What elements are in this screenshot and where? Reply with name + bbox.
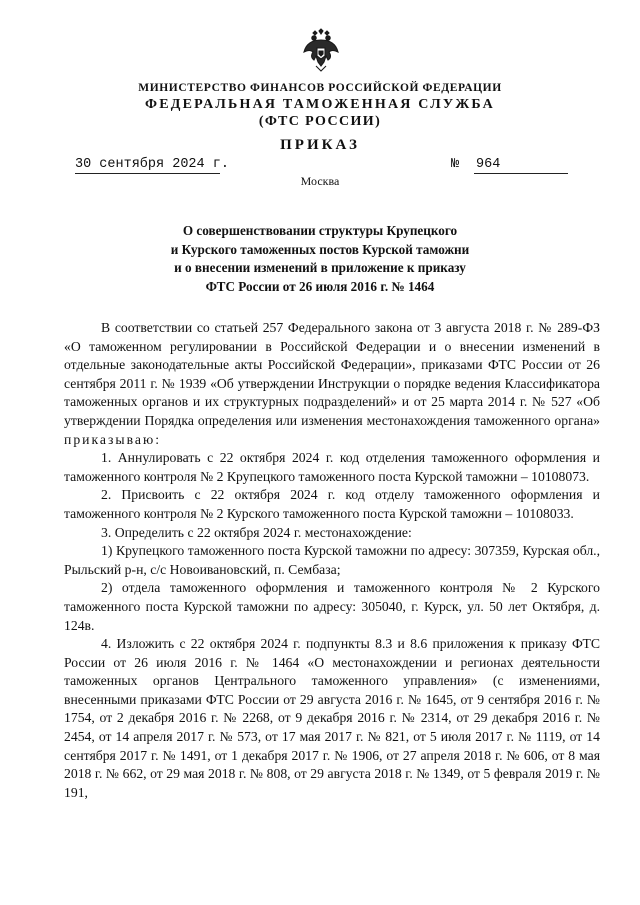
title-line: ФТС России от 26 июля 2016 г. № 1464 xyxy=(205,278,435,294)
item-4: 4. Изложить с 22 октября 2024 г. подпункты 8.3 и 8.6 приложения к приказу ФТС России от 26 июля 2016 г. № 1464 «О местонахождении и регионах деятельности таможенных органов Центрального таможенного управления» (с изменениями, внесенными приказами ФТС России от 29 августа 2016 г. № 1645, от 9 сентября 2016 г. № 1754, от 2 декабря 2016 г. № 2268, от 9 декабря 2016 г. № 2314, от 29 декабря 2016 г. № 2454, от 14 апреля 2017 г. № 573, от 17 мая 2017 г. № 821, от 5 июля 2017 г. № 1119, от 14 сентября 2017 г. № 1491, от 1 декабря 2017 г. № 1906, от 27 апреля 2018 г. № 606, от 8 мая 2018 г. № 662, от 29 мая 2018 г. № 808, от 29 августа 2018 г. № 1349, от 5 февраля 2019 г. № 191, xyxy=(64,636,600,800)
item-2: 2. Присвоить с 22 октября 2024 г. код отделу таможенного оформления и таможенного контроля № 2 Курского таможенного поста Курской таможни – 10108033. xyxy=(64,487,600,521)
russian-double-headed-eagle-icon xyxy=(302,28,340,72)
document-type: ПРИКАЗ xyxy=(280,137,360,153)
city: Москва xyxy=(300,174,340,188)
number-sign: № xyxy=(451,157,460,172)
order-word: приказываю: xyxy=(64,431,162,447)
item-1: 1. Аннулировать с 22 октября 2024 г. код отделения таможенного оформления и таможенного контроля № 2 Крупецкого таможенного поста Курской таможни – 10108073. xyxy=(64,450,600,484)
title-line: О совершенствовании структуры Крупецкого xyxy=(182,223,458,238)
title-line: и Курского таможенных постов Курской таможни xyxy=(170,241,470,257)
order-title xyxy=(100,222,540,296)
order-number: 964 xyxy=(474,157,568,174)
preamble-paragraph xyxy=(64,319,600,449)
item-3: 3. Определить с 22 октября 2024 г. местонахождение: xyxy=(101,524,412,540)
service-abbreviation: (ФТС РОССИИ) xyxy=(258,114,382,129)
title-line: и о внесении изменений в приложение к приказу xyxy=(174,260,466,275)
item-3-1: 1) Крупецкого таможенного поста Курской таможни по адресу: 307359, Курская обл., Рыльский р-н, с/с Новоивановский, п. Сембаза; xyxy=(64,543,600,577)
order-date: 30 сентября 2024 г. xyxy=(75,157,229,172)
preamble-text: В соответствии со статьей 257 Федерального закона от 3 августа 2018 г. № 289-ФЗ «О таможенном регулировании в Российской Федерации и о внесении изменений в отдельные законодательные акты Российской Федерации», приказами ФТС России от 26 сентября 2011 г. № 1939 «Об утверждении Инструкции о порядке ведения Классификатора таможенных органов и их структурных подразделений» и от 25 марта 2014 г. № 527 «Об утверждении Порядка определения или изменения местонахождения таможенного органа» xyxy=(64,320,600,428)
order-body xyxy=(64,319,600,802)
item-3-2: 2) отдела таможенного оформления и таможенного контроля № 2 Курского таможенного поста Курской таможни по адресу: 305040, г. Курск, ул. 50 лет Октября, д. 124в. xyxy=(64,580,600,633)
ministry-name: МИНИСТЕРСТВО ФИНАНСОВ РОССИЙСКОЙ ФЕДЕРАЦИИ xyxy=(138,82,502,94)
service-name: ФЕДЕРАЛЬНАЯ ТАМОЖЕННАЯ СЛУЖБА xyxy=(145,97,495,112)
